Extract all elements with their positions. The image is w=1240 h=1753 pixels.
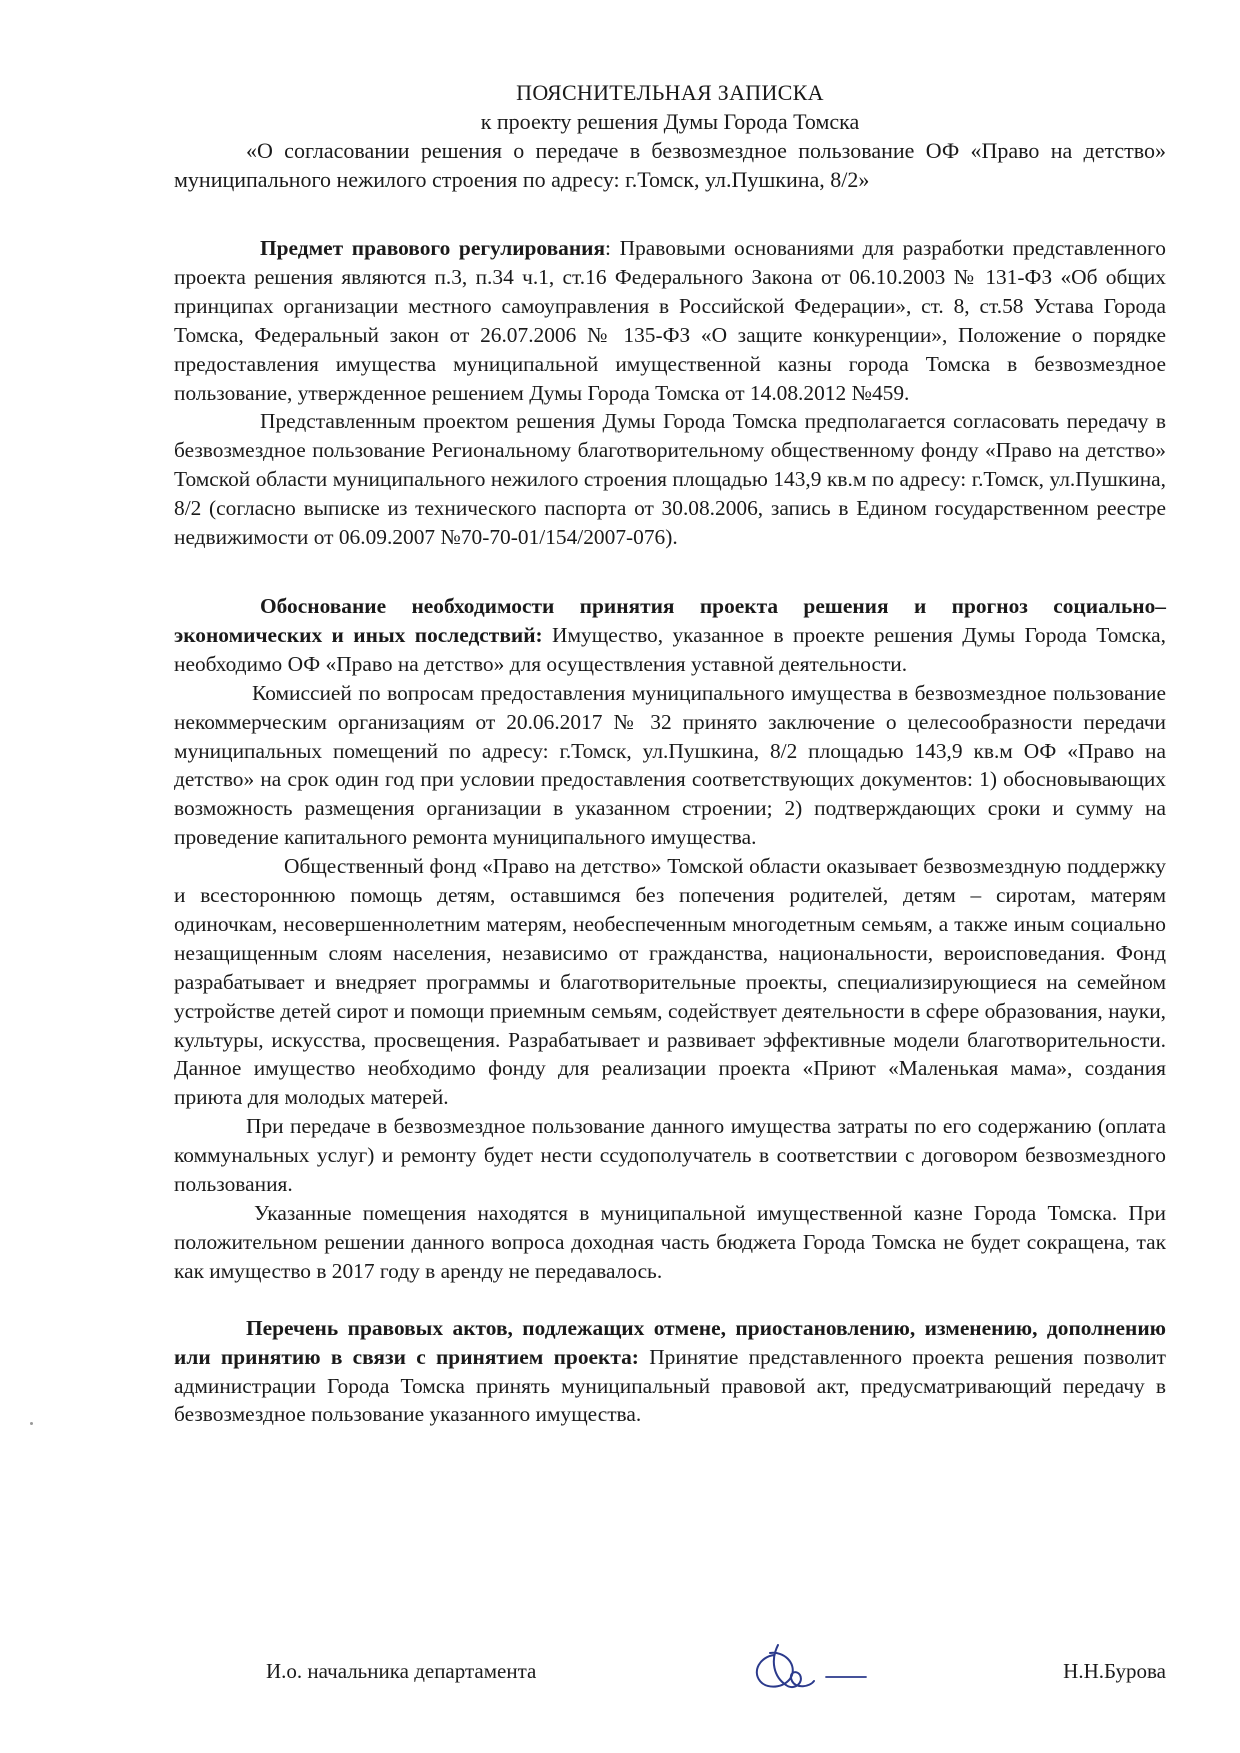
scan-speck — [30, 1422, 33, 1425]
document-subject — [174, 136, 1166, 194]
section-justification-paragraph-2: Комиссией по вопросам предоставления муниципального имущества в безвозмездное пользование некоммерческим организациям от 20.06.2017 № 32 принято заключение о целесообразности передачи муниципальных помещений по адресу: г.Томск, ул.Пушкина, 8/2 площадью 143,9 кв.м ОФ «Право на детство» на срок один год при условии предоставления соответствующих документов: 1) обосновывающих возможность размещения организации в указанном строении; 2) подтверждающих сроки и сумму на проведение капитального ремонта муниципального имущества. — [174, 680, 1166, 850]
section-legal-acts-text: Принятие представленного проекта решения позволит администрации Города Томска принять муниципальный правовой акт, предусматривающий передачу в безвозмездное пользование указанного имущества. — [174, 1344, 1166, 1427]
section-legal-basis-paragraph-2: Представленным проектом решения Думы Города Томска предполагается согласовать передачу в безвозмездное пользование Региональному благотворительному общественному фонду «Право на детство» Томской области муниципального нежилого строения площадью 143,9 кв.м по адресу: г.Томск, ул.Пушкина, 8/2 (согласно выписке из технического паспорта от 30.08.2006, запись в Едином государственном реестре недвижимости от 06.09.2007 №70-70-01/154/2007-076). — [174, 409, 1166, 550]
section-legal-basis-heading: Предмет правового регулирования — [260, 236, 606, 260]
signature-block — [174, 1637, 1166, 1697]
handwritten-signature-icon — [730, 1637, 870, 1699]
document-title: ПОЯСНИТЕЛЬНАЯ ЗАПИСКА — [516, 80, 824, 105]
section-justification-text: Имущество, указанное в проекте решения Думы Города Томска, необходимо ОФ «Право на детство» для осуществления уставной деятельности. — [174, 622, 1166, 676]
signature-position: И.о. начальника департамента — [266, 1659, 537, 1683]
document-subtitle: к проекту решения Думы Города Томска — [480, 109, 860, 134]
signature-name: Н.Н.Бурова — [1063, 1659, 1166, 1683]
section-legal-acts-heading: Перечень правовых актов, подлежащих отмене, приостановлению, изменению, дополнению или принятию в связи с принятием проекта: — [174, 1315, 1166, 1369]
section-justification — [174, 592, 1166, 679]
section-legal-basis — [174, 234, 1166, 407]
document-subject-text: «О согласовании решения о передаче в безвозмездное пользование ОФ «Право на детство» муниципального нежилого строения по адресу: г.Томск, ул.Пушкина, 8/2» — [174, 138, 1166, 192]
document-page — [174, 78, 1166, 1429]
section-legal-basis-text: : Правовыми основаниями для разработки представленного проекта решения являются п.3, п.34 ч.1, ст.16 Федерального Закона от 06.10.2003 № 131-ФЗ «Об общих принципах организации местного самоуправления в Российской Федерации», ст. 8, ст.58 Устава Города Томска, Федеральный закон от 26.07.2006 № 135-ФЗ «О защите конкуренции», Положение о порядке предоставления имущества муниципальной имущественной казны города Томска в безвозмездное пользование, утвержденное решением Думы Города Томска от 14.08.2012 №459. — [174, 236, 1166, 405]
section-justification-paragraph-4: При передаче в безвозмездное пользование данного имущества затраты по его содержанию (оплата коммунальных услуг) и ремонту будет нести ссудополучатель в соответствии с договором безвозмездного пользования. — [174, 1114, 1166, 1197]
section-justification-paragraph-3: Общественный фонд «Право на детство» Томской области оказывает безвозмездную поддержку и всестороннюю помощь детям, оставшимся без попечения родителей, детям – сиротам, матерям одиночкам, несовершеннолетним матерям, необеспеченным многодетным семьям, а также иным социально незащищенным слоям населения, независимо от гражданства, национальности, вероисповедания. Фонд разрабатывает и внедряет программы и благотворительные проекты, специализирующиеся на семейном устройстве детей сирот и помощи приемным семьям, содействует деятельности в сфере образования, науки, культуры, искусства, просвещения. Разрабатывает и развивает эффективные модели благотворительности. Данное имущество необходимо фонду для реализации проекта «Приют «Маленькая мама», создания приюта для молодых матерей. — [174, 854, 1166, 1110]
section-justification-paragraph-5: Указанные помещения находятся в муниципальной имущественной казне Города Томска. При положительном решении данного вопроса доходная часть бюджета Города Томска не будет сокращена, так как имущество в 2017 году в аренду не передавалось. — [174, 1201, 1166, 1283]
section-justification-heading: Обоснование необходимости принятия проекта решения и прогноз социально–экономических и иных последствий: — [174, 593, 1166, 647]
section-legal-acts — [174, 1314, 1166, 1430]
